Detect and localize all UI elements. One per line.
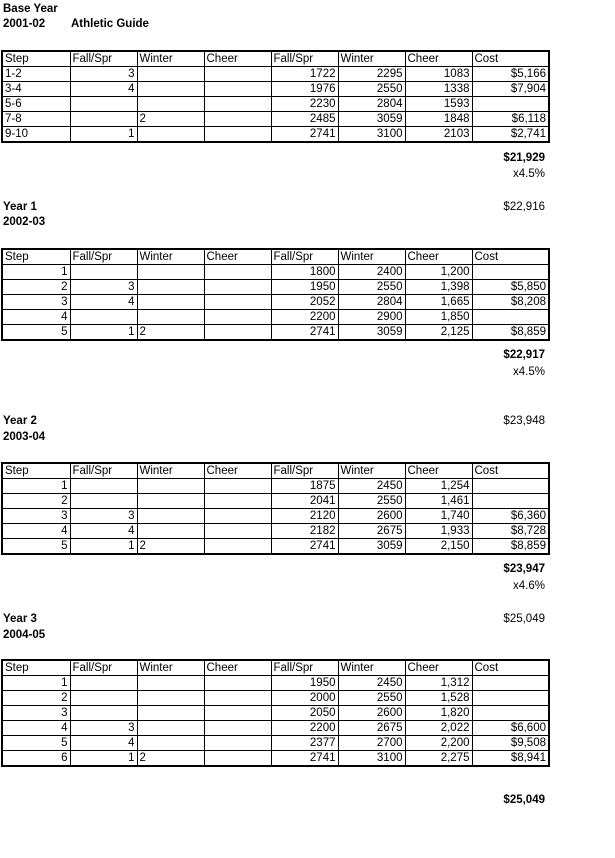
table-cell: $6,118 bbox=[472, 112, 549, 127]
table-cell: 2675 bbox=[338, 524, 405, 539]
table-cell: 5 bbox=[2, 539, 70, 555]
salary-table-base bbox=[1, 50, 550, 143]
table-cell bbox=[472, 494, 549, 509]
table-cell: 1-2 bbox=[2, 67, 70, 82]
column-header: Winter bbox=[137, 249, 204, 265]
column-header: Fall/Spr bbox=[271, 660, 338, 676]
table-cell: 2741 bbox=[271, 751, 338, 767]
table-cell: 3100 bbox=[338, 751, 405, 767]
table-cell bbox=[472, 706, 549, 721]
table-row bbox=[2, 509, 549, 524]
column-header: Winter bbox=[338, 660, 405, 676]
table-row bbox=[2, 67, 549, 82]
table-cell: 1,740 bbox=[405, 509, 472, 524]
table-cell bbox=[70, 494, 137, 509]
table-cell: 3 bbox=[70, 721, 137, 736]
table-cell: 1593 bbox=[405, 97, 472, 112]
table-header-row bbox=[2, 463, 549, 479]
table-cell: $2,741 bbox=[472, 127, 549, 143]
table-cell: 5 bbox=[2, 736, 70, 751]
table-cell bbox=[70, 479, 137, 494]
table-cell bbox=[70, 112, 137, 127]
table-cell: $8,728 bbox=[472, 524, 549, 539]
table-cell: 1976 bbox=[271, 82, 338, 97]
table-cell bbox=[137, 295, 204, 310]
table-cell: $8,859 bbox=[472, 325, 549, 341]
table-cell bbox=[70, 310, 137, 325]
table-row bbox=[2, 721, 549, 736]
table-cell bbox=[137, 524, 204, 539]
table-cell: 1 bbox=[70, 127, 137, 143]
table-cell: 9-10 bbox=[2, 127, 70, 143]
column-header: Fall/Spr bbox=[271, 51, 338, 67]
table-cell: 2,125 bbox=[405, 325, 472, 341]
table-cell: 2550 bbox=[338, 494, 405, 509]
table-cell: 3 bbox=[70, 280, 137, 295]
table-cell: 2200 bbox=[271, 721, 338, 736]
table-cell bbox=[137, 736, 204, 751]
table-cell: 2377 bbox=[271, 736, 338, 751]
table-cell: 3 bbox=[70, 67, 137, 82]
table-cell: 4 bbox=[2, 310, 70, 325]
table-cell: 2052 bbox=[271, 295, 338, 310]
table-cell bbox=[137, 67, 204, 82]
column-header: Cost bbox=[472, 249, 549, 265]
table-cell: 6 bbox=[2, 751, 70, 767]
section-title-year3: Year 3 bbox=[3, 613, 37, 625]
table-cell: 3059 bbox=[338, 112, 405, 127]
table-cell: 1,933 bbox=[405, 524, 472, 539]
table-row bbox=[2, 97, 549, 112]
total-base: $21,929 bbox=[503, 152, 545, 164]
table-cell: 1083 bbox=[405, 67, 472, 82]
table-cell: 1,200 bbox=[405, 265, 472, 280]
table-cell: 2450 bbox=[338, 479, 405, 494]
table-cell bbox=[472, 691, 549, 706]
table-cell: 4 bbox=[70, 524, 137, 539]
table-cell bbox=[137, 280, 204, 295]
table-cell bbox=[204, 97, 271, 112]
column-header: Fall/Spr bbox=[70, 660, 137, 676]
table-cell bbox=[472, 676, 549, 691]
table-cell bbox=[70, 265, 137, 280]
table-cell: 1,312 bbox=[405, 676, 472, 691]
table-row bbox=[2, 691, 549, 706]
table-cell bbox=[204, 479, 271, 494]
total-year1: $22,917 bbox=[503, 349, 545, 361]
table-cell bbox=[204, 112, 271, 127]
table-cell: $6,360 bbox=[472, 509, 549, 524]
table-cell bbox=[137, 97, 204, 112]
table-cell bbox=[204, 265, 271, 280]
column-header: Winter bbox=[137, 660, 204, 676]
section-title-year1: Year 1 bbox=[3, 201, 37, 213]
table-cell: $8,941 bbox=[472, 751, 549, 767]
table-cell: 3 bbox=[2, 509, 70, 524]
table-cell: 3059 bbox=[338, 325, 405, 341]
table-cell: $8,208 bbox=[472, 295, 549, 310]
table-cell: 2900 bbox=[338, 310, 405, 325]
table-cell: 1848 bbox=[405, 112, 472, 127]
column-header: Winter bbox=[137, 463, 204, 479]
table-cell bbox=[472, 97, 549, 112]
table-cell bbox=[204, 280, 271, 295]
table-cell bbox=[204, 524, 271, 539]
table-row bbox=[2, 736, 549, 751]
table-row bbox=[2, 112, 549, 127]
table-cell bbox=[204, 295, 271, 310]
table-cell: $5,850 bbox=[472, 280, 549, 295]
table-header-row bbox=[2, 51, 549, 67]
table-row bbox=[2, 127, 549, 143]
table-cell bbox=[204, 494, 271, 509]
salary-table-year1 bbox=[1, 248, 550, 341]
table-cell bbox=[137, 676, 204, 691]
table-cell: 2120 bbox=[271, 509, 338, 524]
table-cell: 7-8 bbox=[2, 112, 70, 127]
table-cell: 2700 bbox=[338, 736, 405, 751]
table-cell: 2 bbox=[137, 112, 204, 127]
table-cell: 1,528 bbox=[405, 691, 472, 706]
column-header: Cheer bbox=[405, 660, 472, 676]
column-header: Cheer bbox=[405, 51, 472, 67]
table-cell bbox=[137, 479, 204, 494]
salary-table-year2 bbox=[1, 462, 550, 555]
table-cell bbox=[472, 265, 549, 280]
table-header-row bbox=[2, 660, 549, 676]
table-cell bbox=[204, 676, 271, 691]
table-row bbox=[2, 310, 549, 325]
table-cell: 5 bbox=[2, 325, 70, 341]
table-cell: 2,150 bbox=[405, 539, 472, 555]
table-cell: 3 bbox=[70, 509, 137, 524]
table-cell: 1,820 bbox=[405, 706, 472, 721]
column-header: Fall/Spr bbox=[271, 249, 338, 265]
table-cell: 1,461 bbox=[405, 494, 472, 509]
table-cell: 2050 bbox=[271, 706, 338, 721]
column-header: Cheer bbox=[204, 51, 271, 67]
table-cell: 2000 bbox=[271, 691, 338, 706]
table-cell bbox=[137, 721, 204, 736]
section-year-year3: 2004-05 bbox=[3, 629, 46, 641]
table-cell: 2,200 bbox=[405, 736, 472, 751]
table-cell bbox=[204, 67, 271, 82]
table-cell bbox=[204, 721, 271, 736]
table-row bbox=[2, 325, 549, 341]
table-cell: 1875 bbox=[271, 479, 338, 494]
table-row bbox=[2, 751, 549, 767]
table-cell: 3 bbox=[2, 295, 70, 310]
table-row bbox=[2, 539, 549, 555]
table-cell: 1 bbox=[70, 751, 137, 767]
table-cell: 1 bbox=[70, 325, 137, 341]
table-header-row bbox=[2, 249, 549, 265]
table-row bbox=[2, 676, 549, 691]
table-cell: 3 bbox=[2, 706, 70, 721]
table-cell bbox=[204, 325, 271, 341]
table-row bbox=[2, 295, 549, 310]
column-header: Fall/Spr bbox=[70, 463, 137, 479]
table-cell bbox=[204, 509, 271, 524]
table-cell: 2741 bbox=[271, 325, 338, 341]
table-cell bbox=[137, 127, 204, 143]
section-title-year2: Year 2 bbox=[3, 415, 37, 427]
table-cell: 2600 bbox=[338, 509, 405, 524]
increase-year2: x4.6% bbox=[513, 580, 545, 592]
table-cell bbox=[137, 494, 204, 509]
column-header: Winter bbox=[338, 463, 405, 479]
table-cell: $7,904 bbox=[472, 82, 549, 97]
table-cell: 2 bbox=[137, 539, 204, 555]
table-cell: 2550 bbox=[338, 82, 405, 97]
table-cell bbox=[204, 82, 271, 97]
column-header: Step bbox=[2, 249, 70, 265]
table-row bbox=[2, 265, 549, 280]
table-cell bbox=[204, 691, 271, 706]
table-cell bbox=[137, 509, 204, 524]
table-cell: 1950 bbox=[271, 280, 338, 295]
table-cell: 2230 bbox=[271, 97, 338, 112]
section-year-base: 2001-02 bbox=[3, 18, 46, 30]
table-cell: 2 bbox=[137, 751, 204, 767]
table-cell: 1,665 bbox=[405, 295, 472, 310]
column-header: Step bbox=[2, 463, 70, 479]
table-cell bbox=[70, 676, 137, 691]
table-cell: 1,850 bbox=[405, 310, 472, 325]
table-cell: 2485 bbox=[271, 112, 338, 127]
target-year2: $23,948 bbox=[503, 415, 545, 427]
column-header: Step bbox=[2, 51, 70, 67]
table-cell: 2550 bbox=[338, 280, 405, 295]
table-cell bbox=[204, 127, 271, 143]
table-cell bbox=[137, 310, 204, 325]
table-cell: 2,275 bbox=[405, 751, 472, 767]
table-cell: 1800 bbox=[271, 265, 338, 280]
column-header: Fall/Spr bbox=[70, 249, 137, 265]
table-cell bbox=[70, 97, 137, 112]
table-cell: 4 bbox=[70, 736, 137, 751]
target-year1: $22,916 bbox=[503, 201, 545, 213]
table-cell: 2400 bbox=[338, 265, 405, 280]
table-row bbox=[2, 706, 549, 721]
table-cell bbox=[137, 82, 204, 97]
column-header: Fall/Spr bbox=[271, 463, 338, 479]
table-row bbox=[2, 479, 549, 494]
target-year3: $25,049 bbox=[503, 613, 545, 625]
table-cell: 4 bbox=[70, 295, 137, 310]
document-subtitle: Athletic Guide bbox=[71, 18, 149, 30]
table-cell: 1722 bbox=[271, 67, 338, 82]
table-cell bbox=[70, 691, 137, 706]
column-header: Winter bbox=[338, 51, 405, 67]
table-cell bbox=[472, 479, 549, 494]
table-cell: 2804 bbox=[338, 295, 405, 310]
table-cell: 2182 bbox=[271, 524, 338, 539]
table-cell bbox=[137, 265, 204, 280]
table-cell bbox=[204, 736, 271, 751]
table-cell bbox=[204, 751, 271, 767]
column-header: Cheer bbox=[204, 463, 271, 479]
table-cell: 2675 bbox=[338, 721, 405, 736]
table-cell bbox=[70, 706, 137, 721]
increase-base: x4.5% bbox=[513, 168, 545, 180]
table-row bbox=[2, 82, 549, 97]
table-cell: 2200 bbox=[271, 310, 338, 325]
table-cell: 4 bbox=[70, 82, 137, 97]
table-cell bbox=[137, 691, 204, 706]
table-cell: 3-4 bbox=[2, 82, 70, 97]
table-cell: 2041 bbox=[271, 494, 338, 509]
column-header: Fall/Spr bbox=[70, 51, 137, 67]
table-cell bbox=[137, 706, 204, 721]
column-header: Step bbox=[2, 660, 70, 676]
column-header: Cost bbox=[472, 463, 549, 479]
table-cell: 2741 bbox=[271, 539, 338, 555]
table-cell: 4 bbox=[2, 721, 70, 736]
table-cell: $6,600 bbox=[472, 721, 549, 736]
table-cell: 1 bbox=[2, 676, 70, 691]
table-cell: $9,508 bbox=[472, 736, 549, 751]
table-cell: 1 bbox=[70, 539, 137, 555]
table-cell: 1 bbox=[2, 265, 70, 280]
table-cell: 2600 bbox=[338, 706, 405, 721]
table-cell: 1338 bbox=[405, 82, 472, 97]
table-cell: 2450 bbox=[338, 676, 405, 691]
table-cell: 2 bbox=[2, 280, 70, 295]
table-cell: 1950 bbox=[271, 676, 338, 691]
table-cell: 2103 bbox=[405, 127, 472, 143]
column-header: Cost bbox=[472, 51, 549, 67]
table-cell: $8,859 bbox=[472, 539, 549, 555]
table-cell bbox=[204, 539, 271, 555]
section-title-base: Base Year bbox=[3, 3, 58, 15]
table-cell: 2741 bbox=[271, 127, 338, 143]
table-cell: 2,022 bbox=[405, 721, 472, 736]
table-cell bbox=[472, 310, 549, 325]
table-cell: $5,166 bbox=[472, 67, 549, 82]
table-cell: 2295 bbox=[338, 67, 405, 82]
column-header: Cheer bbox=[405, 249, 472, 265]
column-header: Winter bbox=[137, 51, 204, 67]
table-cell: 1 bbox=[2, 479, 70, 494]
table-cell: 2 bbox=[2, 494, 70, 509]
table-cell: 2 bbox=[137, 325, 204, 341]
table-cell: 5-6 bbox=[2, 97, 70, 112]
table-cell: 4 bbox=[2, 524, 70, 539]
column-header: Cheer bbox=[204, 249, 271, 265]
increase-year1: x4.5% bbox=[513, 366, 545, 378]
table-cell: 2 bbox=[2, 691, 70, 706]
table-row bbox=[2, 524, 549, 539]
table-row bbox=[2, 280, 549, 295]
table-cell: 1,398 bbox=[405, 280, 472, 295]
table-cell bbox=[204, 706, 271, 721]
section-year-year2: 2003-04 bbox=[3, 431, 46, 443]
total-year2: $23,947 bbox=[503, 563, 545, 575]
column-header: Cost bbox=[472, 660, 549, 676]
column-header: Winter bbox=[338, 249, 405, 265]
column-header: Cheer bbox=[405, 463, 472, 479]
section-year-year1: 2002-03 bbox=[3, 216, 46, 228]
table-cell bbox=[204, 310, 271, 325]
total-year3: $25,049 bbox=[503, 794, 545, 806]
table-row bbox=[2, 494, 549, 509]
table-cell: 3100 bbox=[338, 127, 405, 143]
table-cell: 1,254 bbox=[405, 479, 472, 494]
column-header: Cheer bbox=[204, 660, 271, 676]
salary-table-year3 bbox=[1, 659, 550, 767]
table-cell: 3059 bbox=[338, 539, 405, 555]
table-cell: 2550 bbox=[338, 691, 405, 706]
table-cell: 2804 bbox=[338, 97, 405, 112]
